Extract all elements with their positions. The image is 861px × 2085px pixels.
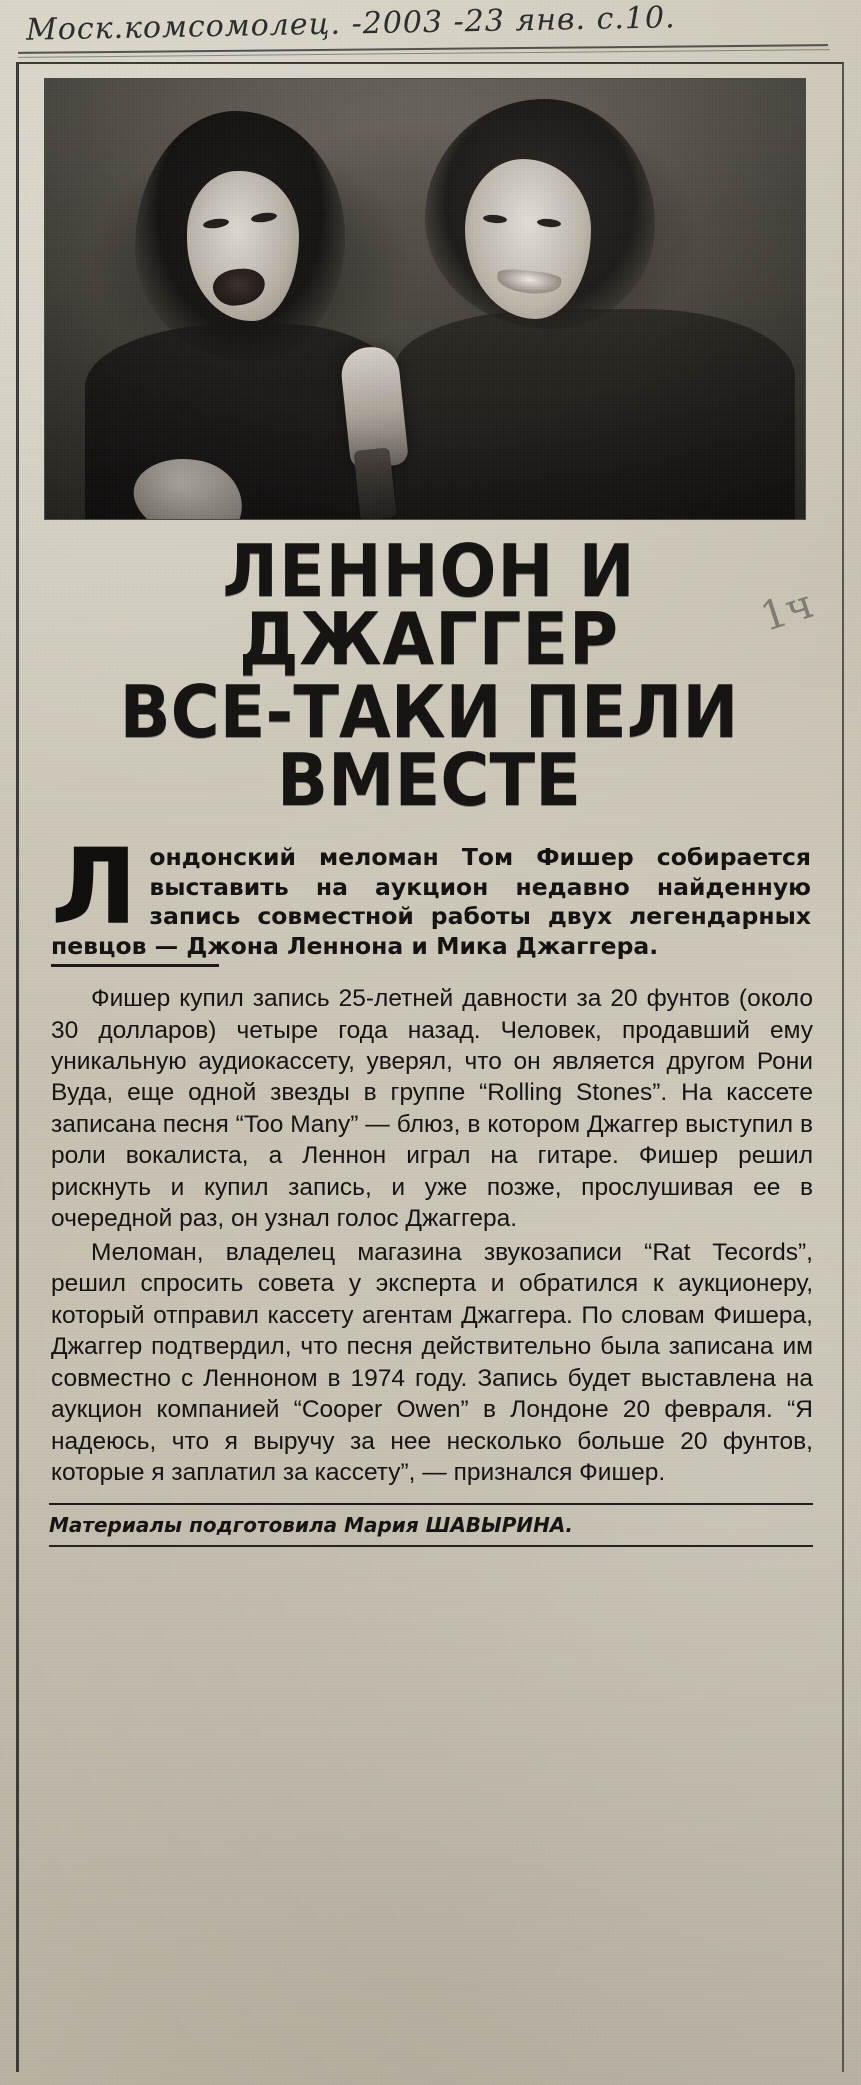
body-paragraph-2: Меломан, владелец магазина звукозаписи “Rat Tecords”, решил спросить совета у эксперта и обратился к аукционеру, который отправил кассету агентам Джаггера. По словам Фишера, Джаггер подтвердил, что песня действительно была записана им совместно с Ленноном в 1974 году. Запись будет выставлена на аукцион компанией “Cooper Owen” в Лондоне 20 февраля. “Я надеюсь, что я выручу за нее несколько больше 20 фунтов, которые я заплатил за кассету”, — признался Фишер. [51, 1238, 813, 1487]
lead-paragraph [51, 825, 811, 967]
lead-text: ондонский меломан Том Фишер собирается выставить на аукцион недавно найденную запись совместной работы двух легендарных певцов — Джона Леннона и Мика Джаггера. [51, 842, 811, 961]
headline-line-1: ЛЕННОН И ДЖАГГЕР [222, 529, 636, 681]
byline-top-rule [49, 1503, 813, 1505]
page-title [29, 529, 829, 823]
handwritten-citation: Моск.комсомолец. -2003 -23 янв. с.10. [25, 0, 676, 48]
drop-cap: Л [51, 825, 138, 948]
article-clipping-frame [16, 62, 844, 2072]
byline-bottom-rule [49, 1545, 813, 1547]
article-inner [29, 72, 829, 1547]
headline-line-2: ВСЕ-ТАКИ ПЕЛИ ВМЕСТЕ [119, 670, 739, 823]
body-paragraph-1: Фишер купил запись 25-летней давности за 20 фунтов (около 30 долларов) четыре года назад. Человек, продавший ему уникальную аудиокассету, уверял, что он является другом Рони Вуда, еще одной звезды в группе “Rolling Stones”. На кассете записана песня “Too Many” — блюз, в котором Джаггер выступил в роли вокалиста, а Леннон играл на гитаре. Фишер решил рискнуть и купил запись, и уже позже, прослушивая ее в очередной раз, он узнал голос Джаггера. [51, 985, 813, 1233]
article-body [51, 983, 813, 1489]
byline: Материалы подготовила Мария ШАВЫРИНА. [49, 1512, 573, 1537]
photo-grain [45, 79, 805, 519]
lead-underline [51, 964, 219, 967]
article-photo [44, 78, 806, 520]
margin-scribble: 1ч [755, 581, 819, 641]
